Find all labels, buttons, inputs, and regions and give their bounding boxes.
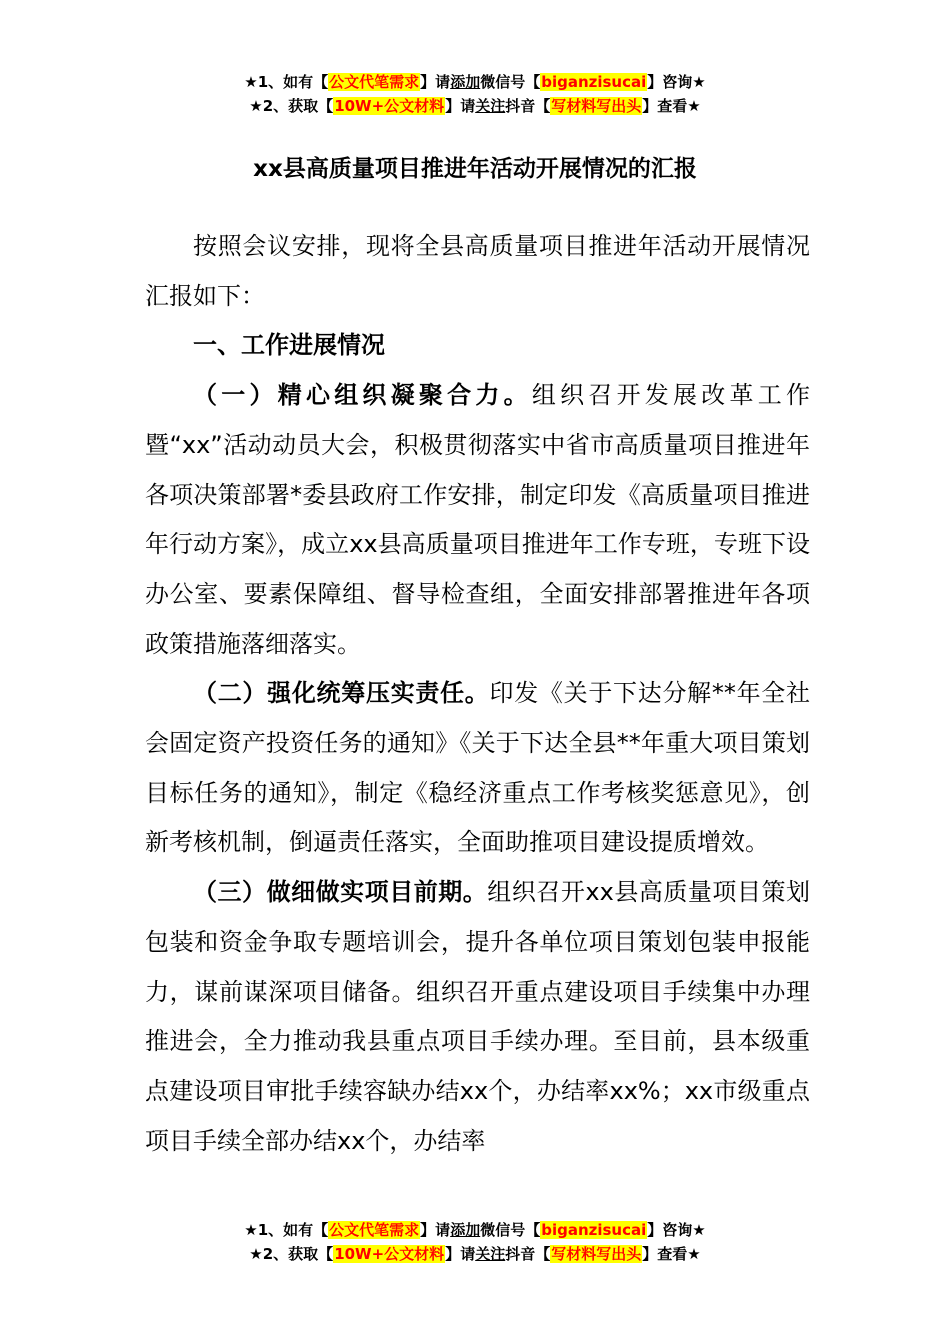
item-lead: （二）强化统筹压实责任。 <box>193 679 490 708</box>
promo-line-1: ★1、如有【公文代笔需求】请添加微信号【biganzisucai】咨询★ <box>244 73 706 91</box>
promo-highlight-materials: 10W+公文材料 <box>334 97 445 115</box>
promo-banner-top <box>0 70 950 118</box>
intro-paragraph: 按照会议安排，现将全县高质量项目推进年活动开展情况汇报如下： <box>145 232 810 310</box>
promo-line-2: ★2、获取【10W+公文材料】请关注抖音【写材料写出头】查看★ <box>249 1245 701 1263</box>
promo-highlight-materials: 10W+公文材料 <box>334 1245 445 1263</box>
item-lead: （一）精心组织凝聚合力。 <box>193 381 532 410</box>
promo-highlight-service: 公文代笔需求 <box>329 1221 420 1239</box>
promo-highlight-wechat-id: biganzisucai <box>541 73 647 91</box>
item-paragraph-3 <box>145 868 810 1166</box>
item-body: 印发《关于下达分解**年全社会固定资产投资任务的通知》《关于下达全县**年重大项目策划目标任务的通知》，制定《稳经济重点工作考核奖惩意见》，创新考核机制，倒逼责任落实，全面助推项目建设提质增效。 <box>145 679 810 857</box>
item-lead: （三）做细做实项目前期。 <box>193 878 488 907</box>
page-cut-region <box>145 868 810 1166</box>
promo-highlight-wechat-id: biganzisucai <box>541 1221 647 1239</box>
item-body: 组织召开xx县高质量项目策划包装和资金争取专题培训会，提升各单位项目策划包装申报能力，谋前谋深项目储备。组织召开重点建设项目手续集中办理推进会，全力推动我县重点项目手续办理。至目前，县本级重点建设项目审批手续容缺办结xx个，办结率xx%；xx市级重点项目手续全部办结xx个，办结率 <box>145 878 810 1155</box>
document-title: xx县高质量项目推进年活动开展情况的汇报 <box>253 156 697 182</box>
promo-line-2: ★2、获取【10W+公文材料】请关注抖音【写材料写出头】查看★ <box>249 97 701 115</box>
promo-highlight-douyin: 写材料写出头 <box>551 97 642 115</box>
promo-highlight-douyin: 写材料写出头 <box>551 1245 642 1263</box>
item-body: 组织召开发展改革工作暨“xx”活动动员大会，积极贯彻落实中省市高质量项目推进年各项决策部署*委县政府工作安排，制定印发《高质量项目推进年行动方案》，成立xx县高质量项目推进年工作专班，专班下设办公室、要素保障组、督导检查组，全面安排部署推进年各项政策措施落细落实。 <box>145 381 811 658</box>
item-paragraph-1 <box>145 371 810 669</box>
section-heading: 一、工作进展情况 <box>193 331 385 360</box>
promo-highlight-service: 公文代笔需求 <box>329 73 420 91</box>
item-paragraph-2 <box>145 669 810 868</box>
document-body <box>145 222 810 1166</box>
promo-line-1: ★1、如有【公文代笔需求】请添加微信号【biganzisucai】咨询★ <box>244 1221 706 1239</box>
promo-banner-bottom <box>0 1218 950 1266</box>
